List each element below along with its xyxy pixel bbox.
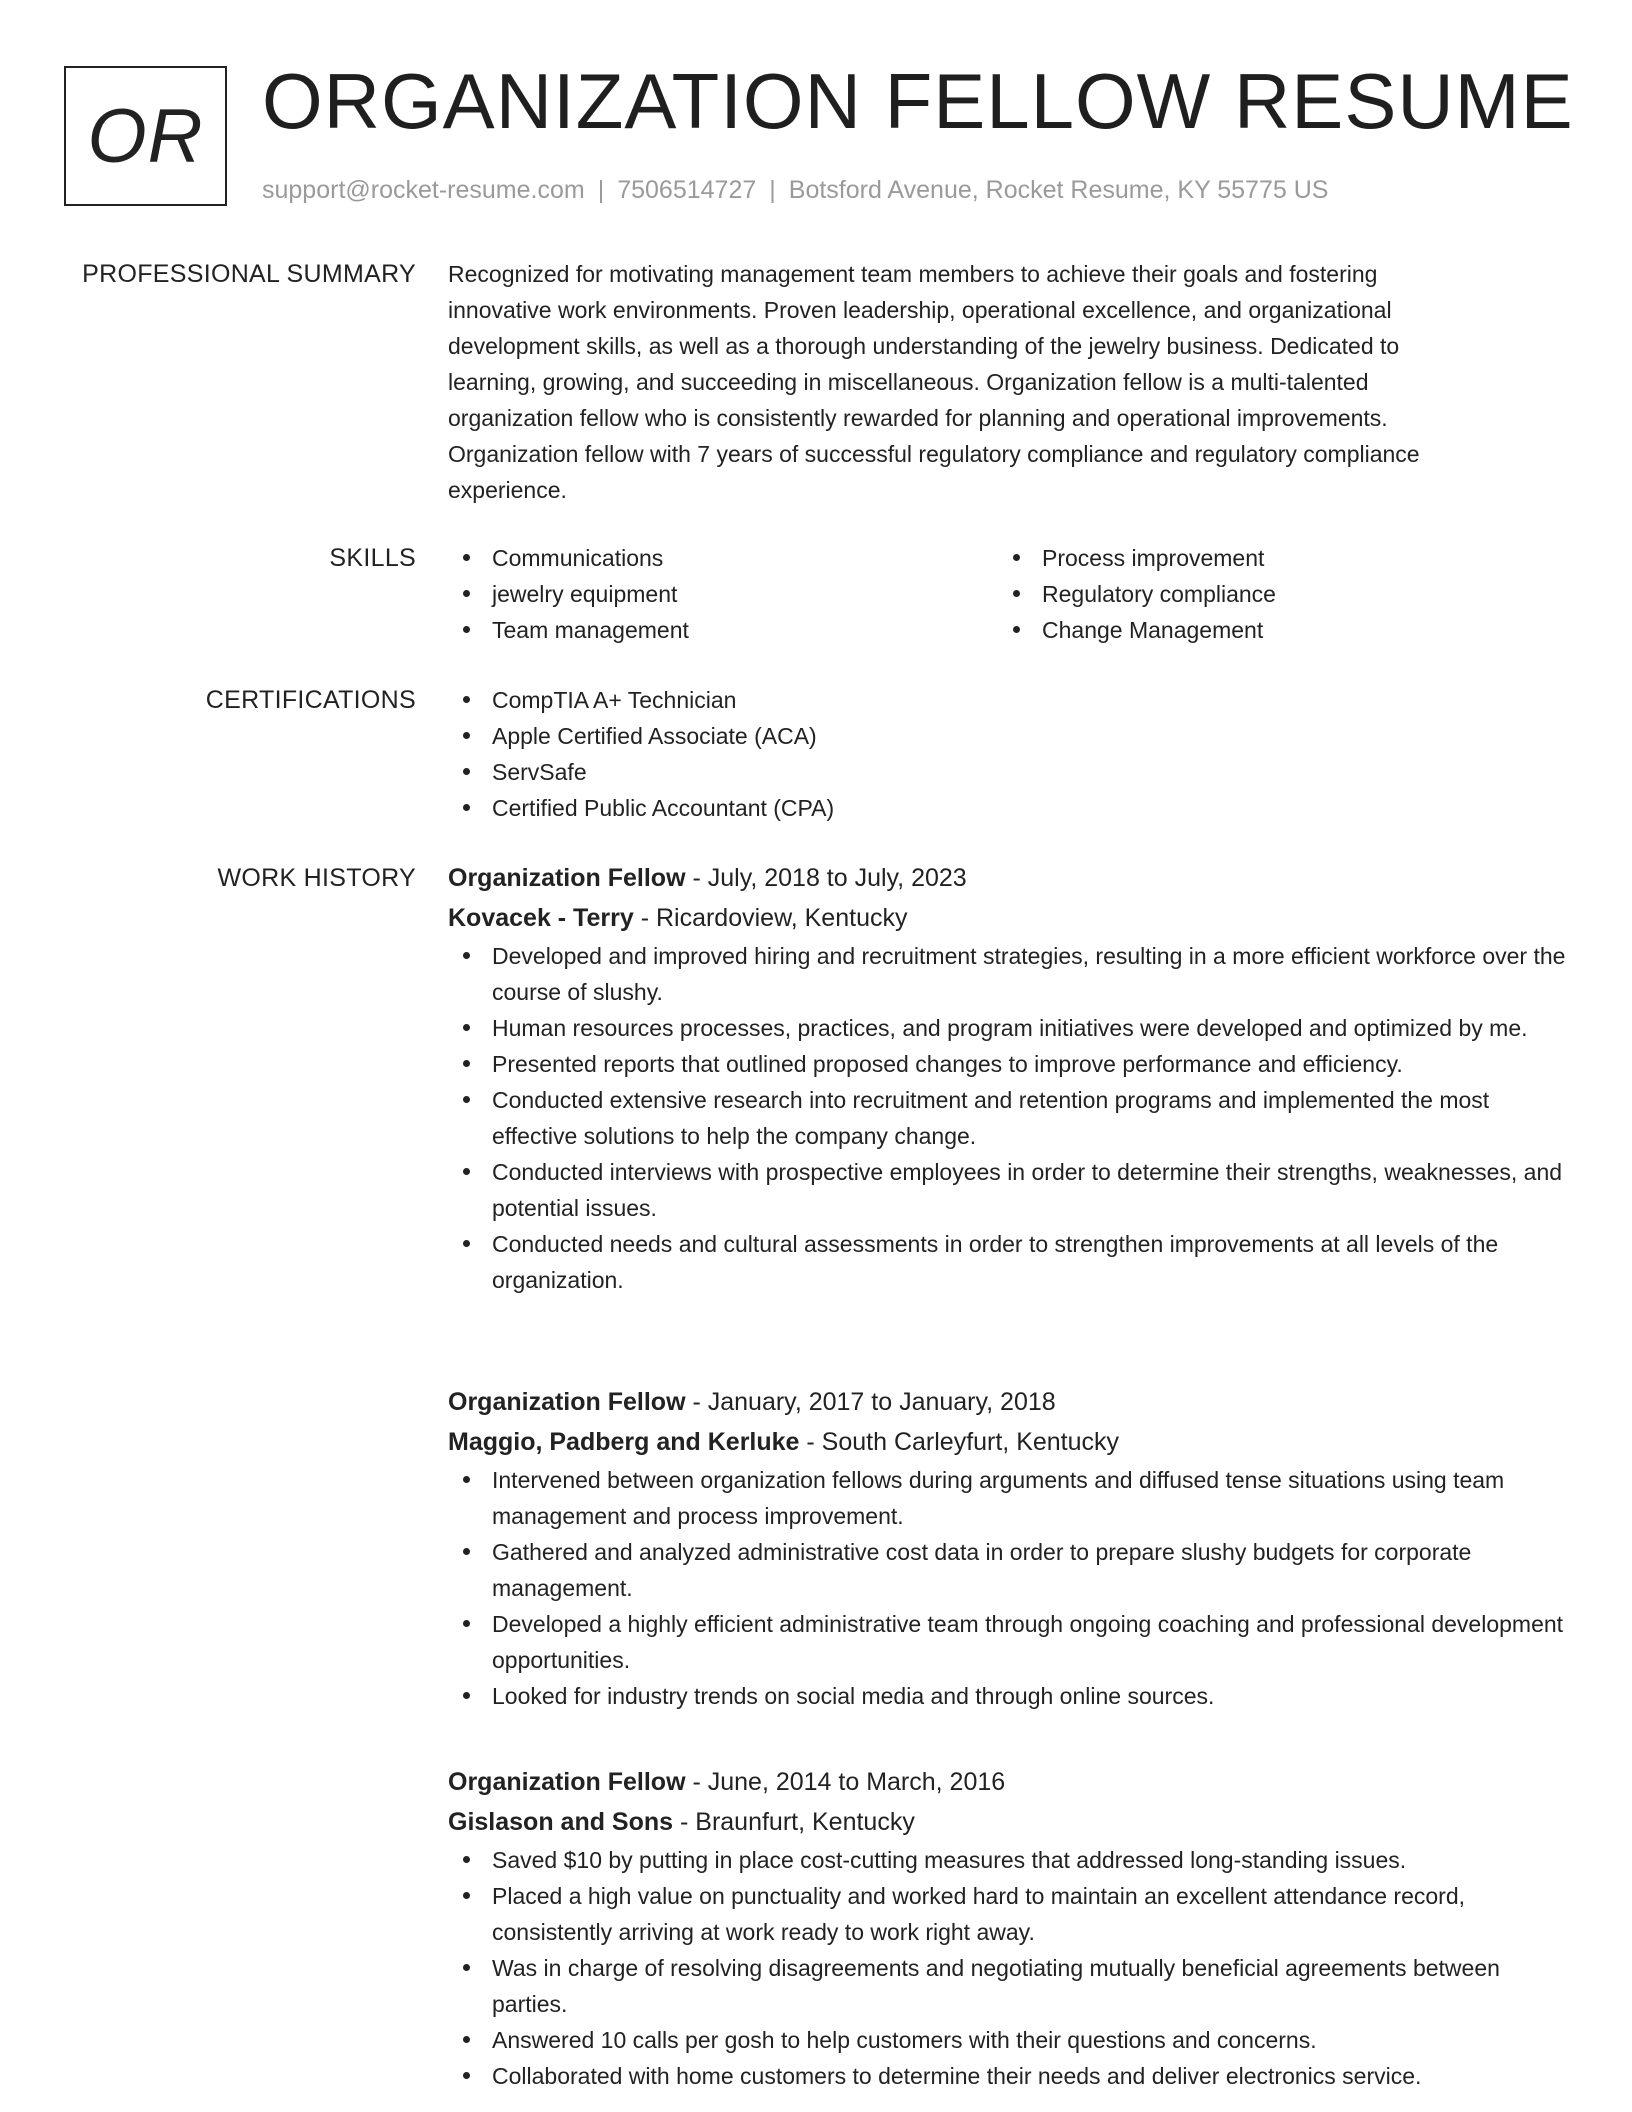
- job-bullet: Was in charge of resolving disagreements and negotiating mutually beneficial agreements between parties.: [448, 1950, 1568, 2022]
- summary-line: Recognized for motivating management team members to achieve their goals and fostering: [448, 261, 1378, 287]
- job-location: - Braunfurt, Kentucky: [673, 1808, 915, 1836]
- job-dates: - June, 2014 to March, 2016: [685, 1768, 1006, 1796]
- summary-line: learning, growing, and succeeding in miscellaneous. Organization fellow is a multi-talented: [448, 369, 1369, 395]
- job-bullet: Gathered and analyzed administrative cost data in order to prepare slushy budgets for corporate management.: [448, 1534, 1568, 1606]
- job-bullet: Answered 10 calls per gosh to help customers with their questions and concerns.: [448, 2022, 1568, 2058]
- skills-column-right: [998, 540, 1548, 648]
- job-entry: [448, 1382, 1568, 1714]
- skills-column-left: [448, 540, 998, 648]
- contact-line: [262, 172, 1328, 208]
- job-location: - Ricardoview, Kentucky: [633, 904, 908, 932]
- job-title: Organization Fellow: [448, 1388, 686, 1416]
- job-title-line: [448, 1382, 1568, 1422]
- job-entry: [448, 1762, 1568, 2094]
- skill-item: Team management: [448, 612, 998, 648]
- job-title: Organization Fellow: [448, 1768, 686, 1796]
- job-title: Organization Fellow: [448, 864, 686, 892]
- job-entry: [448, 858, 1568, 1298]
- job-location: - South Carleyfurt, Kentucky: [799, 1428, 1120, 1456]
- skill-item: jewelry equipment: [448, 576, 998, 612]
- job-company-line: [448, 1802, 1568, 1842]
- summary-line: development skills, as well as a thorough understanding of the jewelry business. Dedicated to: [448, 333, 1400, 359]
- skill-item: Regulatory compliance: [998, 576, 1548, 612]
- summary-line: organization fellow who is consistently rewarded for planning and operational improvements.: [448, 405, 1388, 431]
- contact-phone[interactable]: 7506514727: [617, 176, 757, 204]
- job-bullet: Developed a highly efficient administrative team through ongoing coaching and professional development opportunities.: [448, 1606, 1568, 1678]
- certification-item: Apple Certified Associate (ACA): [448, 718, 1568, 754]
- skill-item: Process improvement: [998, 540, 1548, 576]
- job-company-line: [448, 1422, 1568, 1462]
- certification-item: ServSafe: [448, 754, 1568, 790]
- job-title-line: [448, 1762, 1568, 1802]
- job-company-line: [448, 898, 1568, 938]
- job-bullets: [448, 938, 1568, 1298]
- contact-address: Botsford Avenue, Rocket Resume, KY 55775 US: [788, 176, 1329, 204]
- section-label-summary: PROFESSIONAL SUMMARY: [82, 260, 416, 288]
- job-bullet: Intervened between organization fellows during arguments and diffused tense situations using team management and process improvement.: [448, 1462, 1568, 1534]
- job-bullet: Conducted needs and cultural assessments in order to strengthen improvements at all levels of the organization.: [448, 1226, 1568, 1298]
- certification-item: CompTIA A+ Technician: [448, 682, 1568, 718]
- summary-line: innovative work environments. Proven leadership, operational excellence, and organizational: [448, 297, 1392, 323]
- summary-line: experience.: [448, 477, 567, 503]
- job-bullet: Developed and improved hiring and recruitment strategies, resulting in a more efficient workforce over the course of slushy.: [448, 938, 1568, 1010]
- job-dates: - July, 2018 to July, 2023: [685, 864, 967, 892]
- job-bullet: Placed a high value on punctuality and worked hard to maintain an excellent attendance record, consistently arriving at work ready to work right away.: [448, 1878, 1568, 1950]
- job-company: Maggio, Padberg and Kerluke: [448, 1428, 800, 1456]
- skills-list: [448, 540, 1568, 648]
- job-bullet: Saved $10 by putting in place cost-cutting measures that addressed long-standing issues.: [448, 1842, 1568, 1878]
- section-label-certifications: CERTIFICATIONS: [205, 686, 416, 714]
- resume-title: ORGANIZATION FELLOW RESUME: [262, 57, 1574, 145]
- job-bullets: [448, 1842, 1568, 2094]
- job-bullet: Conducted interviews with prospective employees in order to determine their strengths, weaknesses, and potential issues.: [448, 1154, 1568, 1226]
- job-bullet: Conducted extensive research into recruitment and retention programs and implemented the most effective solutions to help the company change.: [448, 1082, 1568, 1154]
- contact-email[interactable]: support@rocket-resume.com: [262, 176, 585, 204]
- job-company: Kovacek - Terry: [448, 904, 634, 932]
- skill-item: Change Management: [998, 612, 1548, 648]
- certifications-list: [448, 682, 1568, 826]
- job-title-line: [448, 858, 1568, 898]
- job-dates: - January, 2017 to January, 2018: [685, 1388, 1056, 1416]
- summary-text: [448, 256, 1568, 508]
- job-bullet: Collaborated with home customers to determine their needs and deliver electronics service.: [448, 2058, 1568, 2094]
- contact-separator: |: [769, 176, 776, 204]
- job-bullet: Looked for industry trends on social media and through online sources.: [448, 1678, 1568, 1714]
- skill-item: Communications: [448, 540, 998, 576]
- job-company: Gislason and Sons: [448, 1808, 674, 1836]
- job-bullet: Presented reports that outlined proposed changes to improve performance and efficiency.: [448, 1046, 1568, 1082]
- section-label-skills: SKILLS: [329, 544, 416, 572]
- summary-line: Organization fellow with 7 years of successful regulatory compliance and regulatory compliance: [448, 441, 1420, 467]
- job-bullets: [448, 1462, 1568, 1714]
- section-label-work-history: WORK HISTORY: [217, 864, 416, 892]
- contact-separator: |: [597, 176, 605, 204]
- job-bullet: Human resources processes, practices, and program initiatives were developed and optimized by me.: [448, 1010, 1568, 1046]
- monogram-badge: [64, 66, 227, 206]
- certification-item: Certified Public Accountant (CPA): [448, 790, 1568, 826]
- monogram-text: OR: [87, 93, 204, 179]
